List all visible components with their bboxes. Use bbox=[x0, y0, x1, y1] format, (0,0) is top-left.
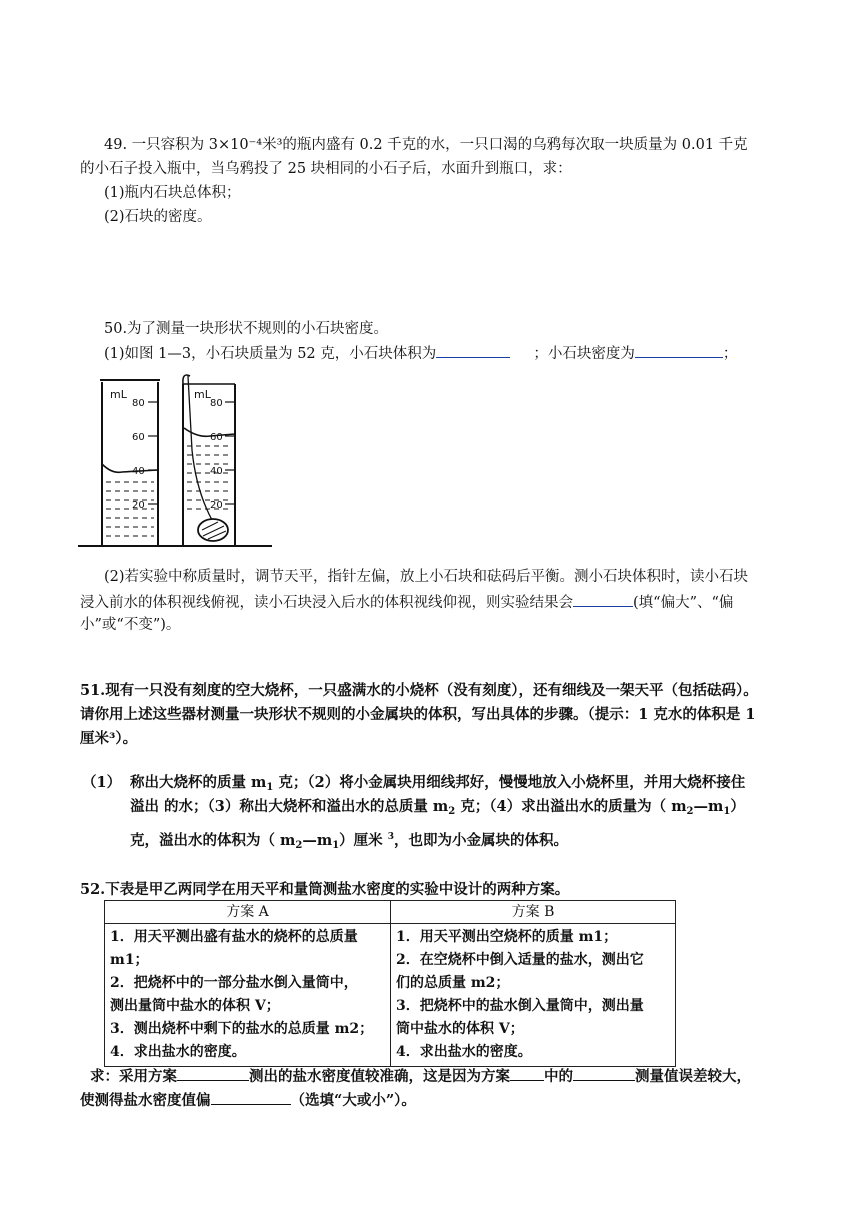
sub-1: 1 bbox=[266, 782, 274, 793]
ask-text-c: 中的 bbox=[544, 1068, 573, 1085]
ans3-text-d: ，也即为小金属块的体积。 bbox=[394, 832, 568, 849]
plan-b-step-line: 1．用天平测出空烧杯的质量 m1； bbox=[396, 929, 618, 945]
ask2-text-a: 使测得盐水密度值偏 bbox=[80, 1092, 211, 1109]
cyl1-unit: mL bbox=[110, 388, 127, 401]
ans3-text-a: 克，溢出水的体积为（ m bbox=[130, 832, 296, 849]
plan-choice-blank[interactable] bbox=[177, 1064, 249, 1081]
sub-1b: 1 bbox=[723, 806, 731, 817]
q50-title: 50.为了测量一块形状不规则的小石块密度。 bbox=[104, 321, 389, 337]
ask-text-d: 测量值误差较大， bbox=[635, 1068, 751, 1085]
cyl1-tick-60: 60 bbox=[132, 432, 145, 443]
plan-a-step-line: 4．求出盐水的密度。 bbox=[110, 1044, 246, 1060]
plan-b-step-line: 们的总质量 m2； bbox=[396, 975, 510, 991]
q51-answer-line1 bbox=[130, 772, 745, 799]
density-blank[interactable] bbox=[635, 341, 723, 358]
q50-line3-text-b: (填“偏大”、“偏 bbox=[633, 595, 734, 611]
q51-answer-line3 bbox=[130, 826, 568, 857]
cyl2-tick-20: 20 bbox=[210, 500, 223, 511]
plan-b-step-line: 4．求出盐水的密度。 bbox=[396, 1044, 532, 1060]
q51-answer-line2 bbox=[130, 796, 745, 823]
sup-3: 3 bbox=[387, 832, 394, 842]
plan-a-step-line: 1．用天平测出盛有盐水的烧杯的总质量 bbox=[110, 929, 358, 945]
q49-line2: 的小石子投入瓶中，当乌鸦投了 25 块相同的小石子后，水面升到瓶口，求： bbox=[80, 161, 572, 177]
cyl1-tick-40: 40 bbox=[132, 466, 145, 477]
q50-line1-text-a: (1)如图 1—3，小石块质量为 52 克，小石块体积为 bbox=[104, 346, 437, 362]
plan-a-header: 方案 A bbox=[105, 901, 391, 924]
q51-line3: 厘米³）。 bbox=[80, 730, 138, 747]
quantity-blank[interactable] bbox=[573, 1064, 635, 1081]
sub-2c: 2 bbox=[295, 840, 303, 851]
q50-line2: (2)若实验中称质量时，调节天平，指针左偏，放上小石块和砝码后平衡。测小石块体积时，读小石块 bbox=[104, 569, 749, 585]
q50-line4: 小”或“不变”)。 bbox=[80, 617, 181, 633]
cyl2-tick-80: 80 bbox=[210, 398, 223, 409]
sub-1c: 1 bbox=[332, 840, 340, 851]
plan-a-step-line: 测出量筒中盐水的体积 V； bbox=[110, 998, 280, 1014]
q49-sub2: (2)石块的密度。 bbox=[104, 209, 212, 225]
plan-a-steps bbox=[105, 924, 391, 1067]
cylinder-before bbox=[100, 380, 160, 545]
plan-table bbox=[104, 900, 676, 1067]
q50-line1 bbox=[104, 341, 737, 365]
q51-answer-number: （1） bbox=[82, 774, 122, 791]
ask-text-a: 求：采用方案 bbox=[90, 1068, 177, 1085]
q51-line2: 请你用上述这些器材测量一块形状不规则的小金属块的体积，写出具体的步骤。（提示：1 克水的体积是 1 bbox=[80, 706, 756, 723]
q52-ask-line2 bbox=[80, 1088, 416, 1112]
ans1-text-a: 称出大烧杯的质量 m bbox=[130, 774, 267, 791]
cyl2-unit: mL bbox=[194, 388, 211, 401]
ask-text-b: 测出的盐水密度值较准确，这是因为方案 bbox=[249, 1068, 510, 1085]
ask2-text-b: （选填“大或小”）。 bbox=[290, 1092, 416, 1109]
ans2-text-d: ） bbox=[730, 798, 745, 815]
plan-a-step-line: m1； bbox=[110, 952, 149, 968]
cyl2-tick-40: 40 bbox=[210, 466, 223, 477]
ans2-text-a: 溢出 的水；（3）称出大烧杯和溢出水的总质量 m bbox=[130, 798, 449, 815]
ans2-text-c: —m bbox=[693, 798, 724, 815]
q49-line1: 49. 一只容积为 3×10⁻⁴米³的瓶内盛有 0.2 千克的水，一只口渴的乌鸦每次取一块质量为 0.01 千克 bbox=[104, 137, 748, 153]
plan-b-header: 方案 B bbox=[391, 901, 676, 924]
cyl2-tick-60: 60 bbox=[210, 432, 223, 443]
sub-2b: 2 bbox=[686, 806, 694, 817]
bias-blank[interactable] bbox=[211, 1088, 291, 1105]
ans1-text-b: 克；（2）将小金属块用细线邦好，慢慢地放入小烧杯里，并用大烧杯接住 bbox=[278, 774, 746, 791]
ans3-text-b: —m bbox=[302, 832, 333, 849]
cyl1-tick-80: 80 bbox=[132, 398, 145, 409]
plan-b-step-line: 3．把烧杯中的盐水倒入量筒中，测出量 bbox=[396, 998, 644, 1014]
q52-ask-line1 bbox=[90, 1064, 751, 1088]
q49-sub1: (1)瓶内石块总体积； bbox=[104, 185, 241, 201]
volume-blank[interactable] bbox=[436, 341, 510, 358]
cylinder-figure bbox=[78, 370, 278, 552]
q50-line3-text-a: 浸入前水的体积视线俯视，读小石块浸入后水的体积视线仰视，则实验结果会 bbox=[80, 595, 573, 611]
q52-title: 52.下表是甲乙两同学在用天平和量筒测盐水密度的实验中设计的两种方案。 bbox=[80, 881, 570, 898]
cyl1-tick-20: 20 bbox=[132, 500, 145, 511]
plan-a-step-line: 3．测出烧杯中剩下的盐水的总质量 m2； bbox=[110, 1021, 374, 1037]
sub-2: 2 bbox=[448, 806, 456, 817]
ans2-text-b: 克；（4）求出溢出水的质量为（ m bbox=[460, 798, 687, 815]
q50-line3 bbox=[80, 590, 733, 614]
plan-a-step-line: 2．把烧杯中的一部分盐水倒入量筒中， bbox=[110, 975, 358, 991]
result-blank[interactable] bbox=[573, 590, 633, 607]
q50-line1-text-b: ；小石块密度为 bbox=[533, 346, 635, 362]
plan-b-step-line: 筒中盐水的体积 V； bbox=[396, 1021, 524, 1037]
q50-line1-text-c: ； bbox=[722, 346, 738, 362]
ans3-text-c: ）厘米 bbox=[339, 832, 383, 849]
plan-b-step-line: 2．在空烧杯中倒入适量的盐水，测出它 bbox=[396, 952, 644, 968]
q51-line1: 51.现有一只没有刻度的空大烧杯，一只盛满水的小烧杯（没有刻度），还有细线及一架天平（包括砝码）。 bbox=[80, 682, 758, 699]
plan-reason-blank[interactable] bbox=[510, 1064, 544, 1081]
plan-b-steps bbox=[391, 924, 676, 1067]
